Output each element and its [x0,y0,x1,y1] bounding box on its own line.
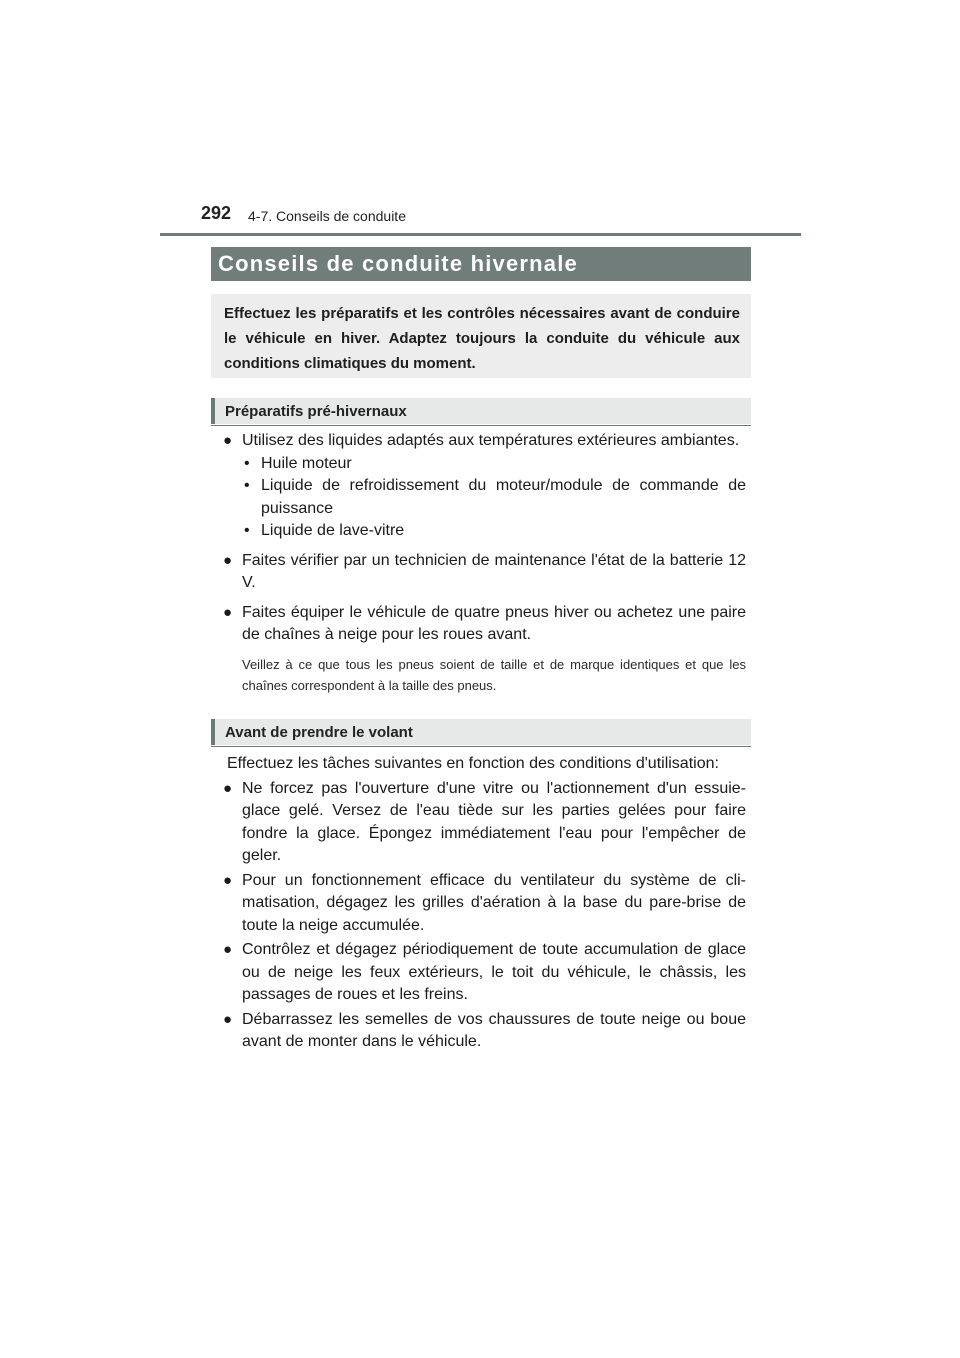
list-item [222,550,746,595]
list-item [222,939,746,1007]
bullet-icon: ● [223,1010,233,1028]
section-before-driving-content [222,753,746,1054]
page-title: Conseils de conduite hivernale [218,251,578,276]
bullet-text: Débarrassez les semelles de vos chaussures de toute neige ou boue avant de monter dans le véhicule. [242,1010,746,1050]
page-header [0,0,960,240]
bullet-icon: ● [223,603,233,621]
bullet-icon: ● [223,871,233,889]
sub-list-item: • Liquide de refroidissement du moteur/module de commande de puissance [244,477,746,517]
list-item [222,602,746,696]
intro-box [211,294,751,378]
sub-list-item: • Huile moteur [242,453,746,476]
header-divider [160,233,801,236]
list-item [222,430,746,543]
bullet-icon: ● [223,551,233,569]
section-pre-winter-content [222,430,746,696]
bullet-text: Faites équiper le véhicule de quatre pneus hiver ou achetez une paire de chaînes à neige pour les roues avant. [242,603,746,643]
note-text: Veillez à ce que tous les pneus soient de taille et de marque identiques et que les chaînes correspondent à la taille des pneus. [242,656,746,693]
sub-list-item: • Liquide de lave-vitre [242,520,746,543]
section-reference: 4-7. Conseils de conduite [248,208,406,224]
bullet-text: Contrôlez et dégagez périodiquement de toute accumulation de glace ou de neige les feux extérieurs, le toit du véhicule, le châssis, les passages de roues et les freins. [242,941,746,1003]
page-number: 292 [201,203,232,223]
section-lead-text: Effectuez les tâches suivantes en fonction des conditions d'utilisation: [227,755,719,772]
bullet-text: Faites vérifier par un technicien de maintenance l'état de la batterie 12 V. [242,551,746,591]
bullet-icon: ● [223,941,233,958]
list-item [222,1009,746,1054]
sub-bullet-icon: • [244,477,250,494]
sub-list [242,453,746,543]
sub-bullet-icon: • [244,522,250,539]
bullet-text: Utilisez des liquides adaptés aux températures extérieures ambiantes. [242,432,740,449]
section-heading-pre-winter: Préparatifs pré-hivernaux [211,398,751,424]
intro-text: Effectuez les préparatifs et les contrôles nécessaires avant de conduire le véhicule en hiver. Adaptez toujours la conduite du véhicule aux conditions climatiques du moment. [224,305,740,372]
page-title-bar [211,247,751,281]
section-heading-before-driving: Avant de prendre le volant [211,719,751,745]
bullet-text: Pour un fonctionnement efficace du ventilateur du système de cli-matisation, dégagez les grilles d'aération à la base du pare-brise de toute la neige accumulée. [242,871,746,934]
bullet-icon: ● [223,779,233,797]
sub-bullet-icon: • [244,454,250,472]
bullet-icon: ● [223,432,233,449]
list-item [222,778,746,868]
bullet-text: Ne forcez pas l'ouverture d'une vitre ou l'actionnement d'un essuie-glace gelé. Versez de l'eau tiède sur les parties gelées pour faire fondre la glace. Épongez immédiatement l'eau pour l'empêcher de geler. [242,779,746,864]
list-item [222,870,746,938]
